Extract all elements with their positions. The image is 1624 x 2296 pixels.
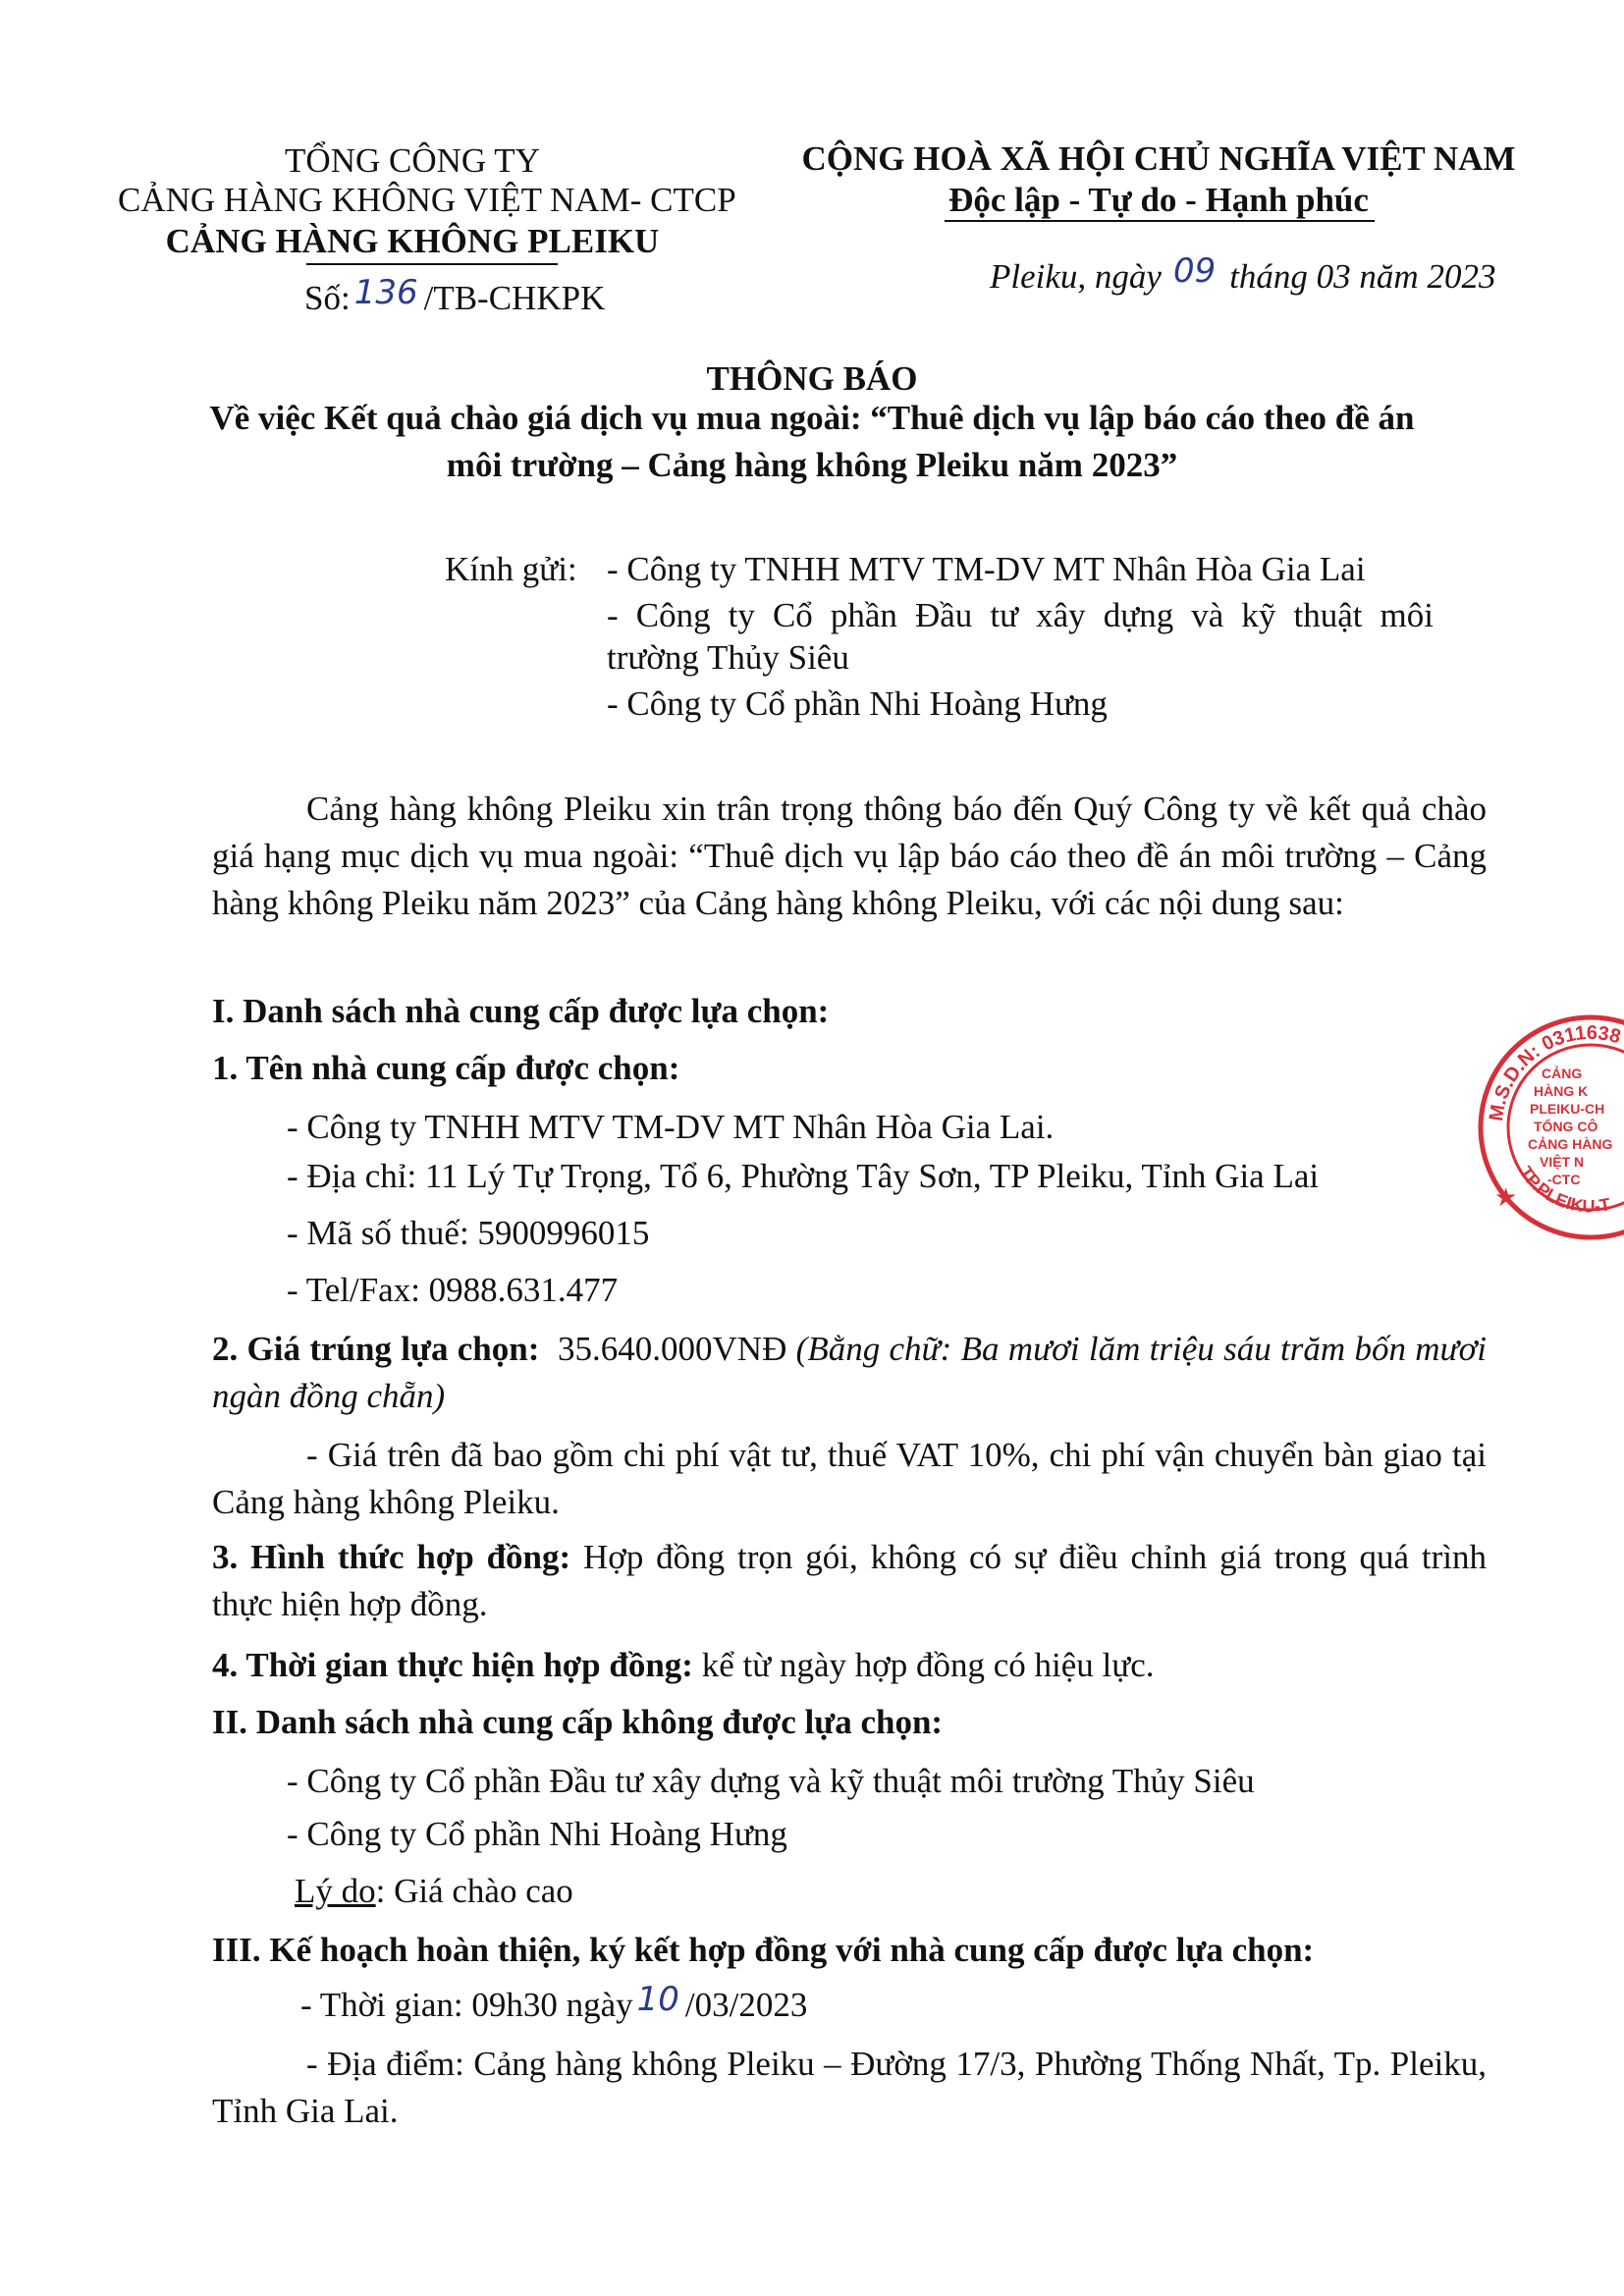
nation-title: CỘNG HOÀ XÃ HỘI CHỦ NGHĨA VIỆT NAM (801, 139, 1516, 178)
seal-inner-text-1: CẢNG (1542, 1066, 1583, 1081)
time-value: kể từ ngày hợp đồng có hiệu lực. (701, 1646, 1155, 1684)
seal-inner-text-5: CẢNG HÀNG (1528, 1136, 1613, 1152)
supplier-name: - Công ty TNHH MTV TM-DV MT Nhân Hòa Gia Lai. (287, 1108, 1055, 1146)
meeting-time-prefix: - Thời gian: 09h30 ngày (300, 1986, 633, 2024)
doc-number-handwritten: 136 (353, 273, 418, 312)
time-paragraph (212, 1642, 1155, 1689)
seal-bottom-text: TP.PLEIKU-T (1515, 1163, 1612, 1217)
meeting-time (300, 1982, 807, 2029)
doc-subject-line1: Về việc Kết quả chào giá dịch vụ mua ngoài: “Thuê dịch vụ lập báo cáo theo đề án (209, 399, 1415, 437)
price-label: 2. Giá trúng lựa chọn: (212, 1330, 540, 1368)
company-seal (1473, 1010, 1624, 1245)
section-3-heading: III. Kế hoạch hoàn thiện, ký kết hợp đồng với nhà cung cấp được lựa chọn: (212, 1931, 1315, 1969)
doc-subject-line2: môi trường – Cảng hàng không Pleiku năm 2023” (446, 446, 1178, 484)
time-label: 4. Thời gian thực hiện hợp đồng: (212, 1646, 693, 1684)
doc-date (990, 253, 1495, 301)
meeting-day-handwritten: 10 (636, 1980, 679, 2019)
nation-motto: Độc lập - Tự do - Hạnh phúc (948, 181, 1369, 219)
rejection-reason (295, 1868, 573, 1915)
doc-date-suffix: tháng 03 năm 2023 (1229, 257, 1496, 296)
recipient-2-line1: - Công ty Cổ phần Đầu tư xây dựng và kỹ thuật môi (607, 596, 1434, 634)
doc-title: THÔNG BÁO (706, 359, 918, 398)
intro-paragraph: Cảng hàng không Pleiku xin trân trọng thông báo đến Quý Công ty về kết quả chào giá hạng mục dịch vụ mua ngoài: “Thuê dịch vụ lập báo cáo theo đề án môi trường – Cảng hàng không Pleiku năm 2023” của Cảng hàng không Pleiku, với các nội dung sau: (212, 790, 1487, 922)
recipient-3: - Công ty Cổ phần Nhi Hoàng Hưng (607, 684, 1108, 723)
contract-paragraph (212, 1534, 1487, 1628)
price-value: 35.640.000VNĐ (558, 1330, 787, 1368)
seal-ring-text: M.S.D.N: 0311638 (1485, 1021, 1623, 1123)
seal-inner-text-7: -CTC (1547, 1172, 1581, 1187)
contract-label: 3. Hình thức hợp đồng: (212, 1538, 571, 1576)
section-2-heading: II. Danh sách nhà cung cấp không được lựa chọn: (212, 1703, 944, 1741)
recipient-1: - Công ty TNHH MTV TM-DV MT Nhân Hòa Gia Lai (607, 550, 1366, 588)
org-parent: TỔNG CÔNG TY (285, 141, 540, 180)
reason-label: Lý do (295, 1872, 376, 1910)
recipients-label: Kính gửi: (445, 550, 577, 588)
doc-number (304, 275, 605, 322)
section-1-heading: I. Danh sách nhà cung cấp được lựa chọn: (212, 992, 830, 1030)
org-underline (306, 263, 558, 265)
seal-inner-text-6: VIỆT N (1540, 1154, 1585, 1170)
rejected-supplier-1: - Công ty Cổ phần Đầu tư xây dựng và kỹ thuật môi trường Thủy Siêu (287, 1762, 1255, 1800)
doc-number-prefix: Số: (304, 279, 351, 317)
doc-number-suffix: /TB-CHKPK (423, 279, 606, 317)
org-group: CẢNG HÀNG KHÔNG VIỆT NAM- CTCP (118, 181, 736, 219)
org-unit: CẢNG HÀNG KHÔNG PLEIKU (165, 222, 660, 260)
supplier-tel: - Tel/Fax: 0988.631.477 (287, 1271, 619, 1309)
section-1-1-heading: 1. Tên nhà cung cấp được chọn: (212, 1049, 680, 1087)
motto-underline (945, 220, 1375, 222)
price-note: - Giá trên đã bao gồm chi phí vật tư, thuế VAT 10%, chi phí vận chuyển bàn giao tại Cảng hàng không Pleiku. (212, 1436, 1487, 1521)
doc-date-day-handwritten: 09 (1172, 251, 1217, 291)
reason-value: : Giá chào cao (375, 1872, 573, 1910)
doc-date-prefix: Pleiku, ngày (990, 257, 1162, 296)
supplier-tax: - Mã số thuế: 5900996015 (287, 1214, 650, 1252)
contract-value: Hợp đồng trọn gói, không có sự điều chỉnh giá trong quá trình thực hiện hợp đồng. (212, 1538, 1487, 1623)
seal-inner-text-2: HÀNG K (1534, 1083, 1589, 1099)
seal-inner-text-3: PLEIKU-CH (1530, 1101, 1605, 1117)
seal-star-icon: ★ (1494, 1183, 1518, 1212)
rejected-supplier-2: - Công ty Cổ phần Nhi Hoàng Hưng (287, 1815, 787, 1853)
seal-inner-text-4: TỔNG CÔ (1534, 1119, 1598, 1134)
meeting-time-suffix: /03/2023 (684, 1986, 808, 2024)
meeting-place: - Địa điểm: Cảng hàng không Pleiku – Đường 17/3, Phường Thống Nhất, Tp. Pleiku, Tỉnh Gia Lai. (212, 2045, 1487, 2130)
price-words: (Bằng chữ: Ba mươi lăm triệu sáu trăm bốn mươi ngàn đồng chẵn) (212, 1330, 1488, 1415)
price-paragraph (212, 1326, 1487, 1420)
recipient-2-line2: trường Thủy Siêu (607, 638, 849, 677)
supplier-address: - Địa chỉ: 11 Lý Tự Trọng, Tổ 6, Phường Tây Sơn, TP Pleiku, Tỉnh Gia Lai (287, 1157, 1320, 1195)
